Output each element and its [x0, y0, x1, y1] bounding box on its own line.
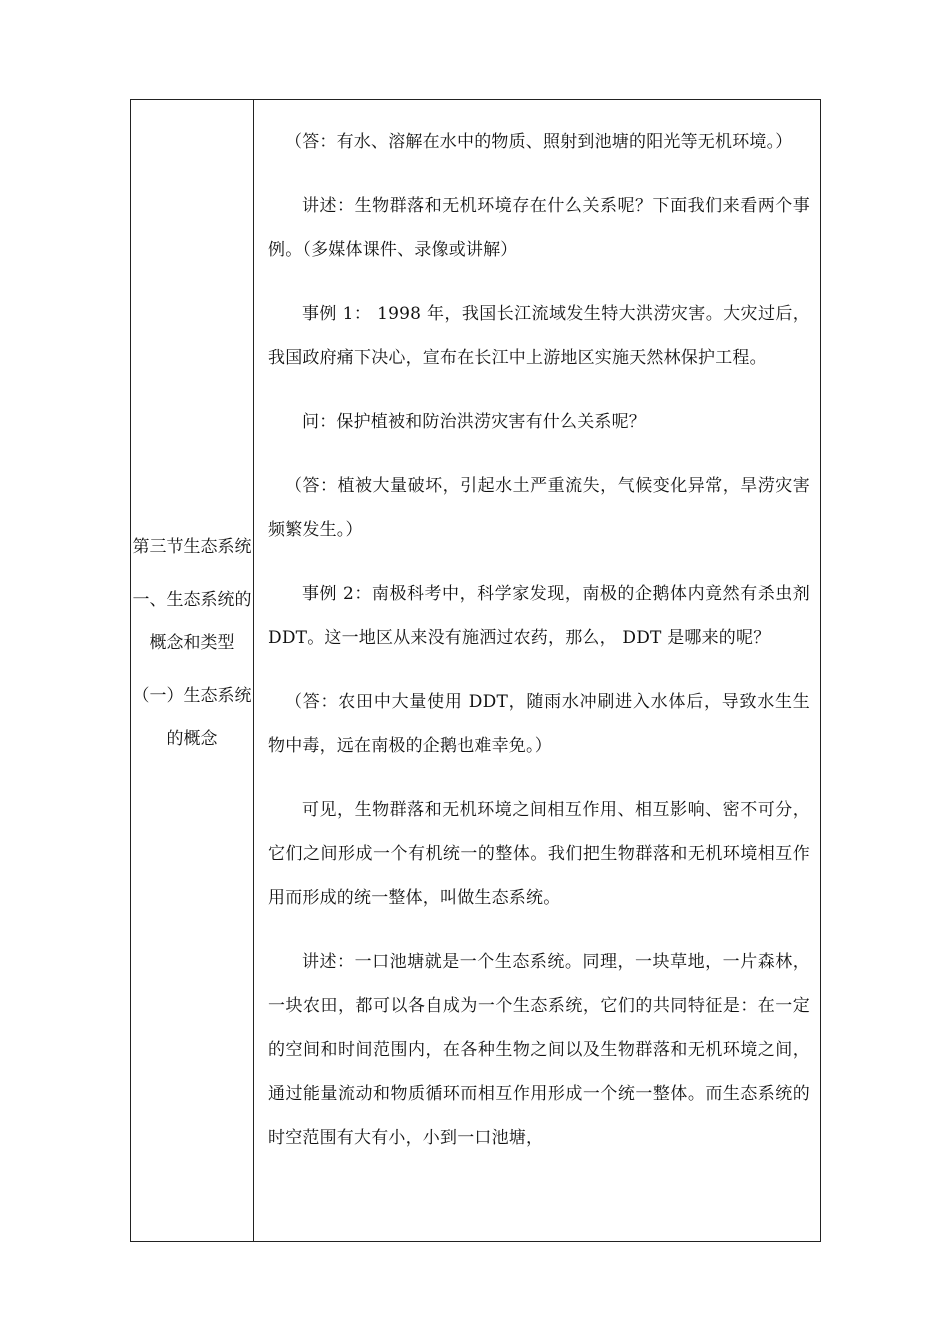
answer-paragraph-1: （答：有水、溶解在水中的物质、照射到池塘的阳光等无机环境。） [285, 132, 793, 152]
answer-paragraph-3: （答：农田中大量使用 DDT，随雨水冲刷进入水体后，导致水生生物中毒，远在南极的企鹅也难幸免。） [268, 692, 810, 756]
lesson-table [130, 99, 821, 1242]
right-column-cell [254, 100, 821, 1242]
sub-subsection-title: （一）生态系统的概念 [132, 686, 252, 749]
example-2-paragraph: 事例 2：南极科考中，科学家发现，南极的企鹅体内竟然有杀虫剂 DDT。这一地区从来没有施洒过农药，那么， DDT 是哪来的呢？ [268, 584, 810, 648]
question-paragraph: 问：保护植被和防治洪涝灾害有什么关系呢？ [302, 412, 646, 432]
subsection-title: 一、生态系统的概念和类型 [132, 590, 252, 653]
left-column-cell [131, 100, 254, 1242]
example-1-paragraph: 事例 1： 1998 年，我国长江流域发生特大洪涝灾害。大灾过后，我国政府痛下决心，宣布在长江中上游地区实施天然林保护工程。 [268, 304, 810, 368]
narration-paragraph-2: 讲述：一口池塘就是一个生态系统。同理，一块草地，一片森林，一块农田，都可以各自成为一个生态系统，它们的共同特征是：在一定的空间和时间范围内，在各种生物之间以及生物群落和无机环境之间，通过能量流动和物质循环而相互作用形成一个统一整体。而生态系统的时空范围有大有小，小到一口池塘， [268, 952, 810, 1148]
heading-block [131, 526, 253, 771]
right-column-content [254, 100, 820, 1160]
left-column-content [131, 100, 253, 1241]
narration-paragraph-1: 讲述：生物群落和无机环境存在什么关系呢？下面我们来看两个事例。（多媒体课件、录像或讲解） [268, 196, 810, 260]
answer-paragraph-2: （答：植被大量破坏，引起水土严重流失，气候变化异常，旱涝灾害频繁发生。） [268, 476, 810, 540]
section-title: 第三节生态系统 [132, 537, 252, 557]
table-row [131, 100, 821, 1242]
conclusion-paragraph: 可见，生物群落和无机环境之间相互作用、相互影响、密不可分，它们之间形成一个有机统一的整体。我们把生物群落和无机环境相互作用而形成的统一整体，叫做生态系统。 [268, 800, 810, 908]
